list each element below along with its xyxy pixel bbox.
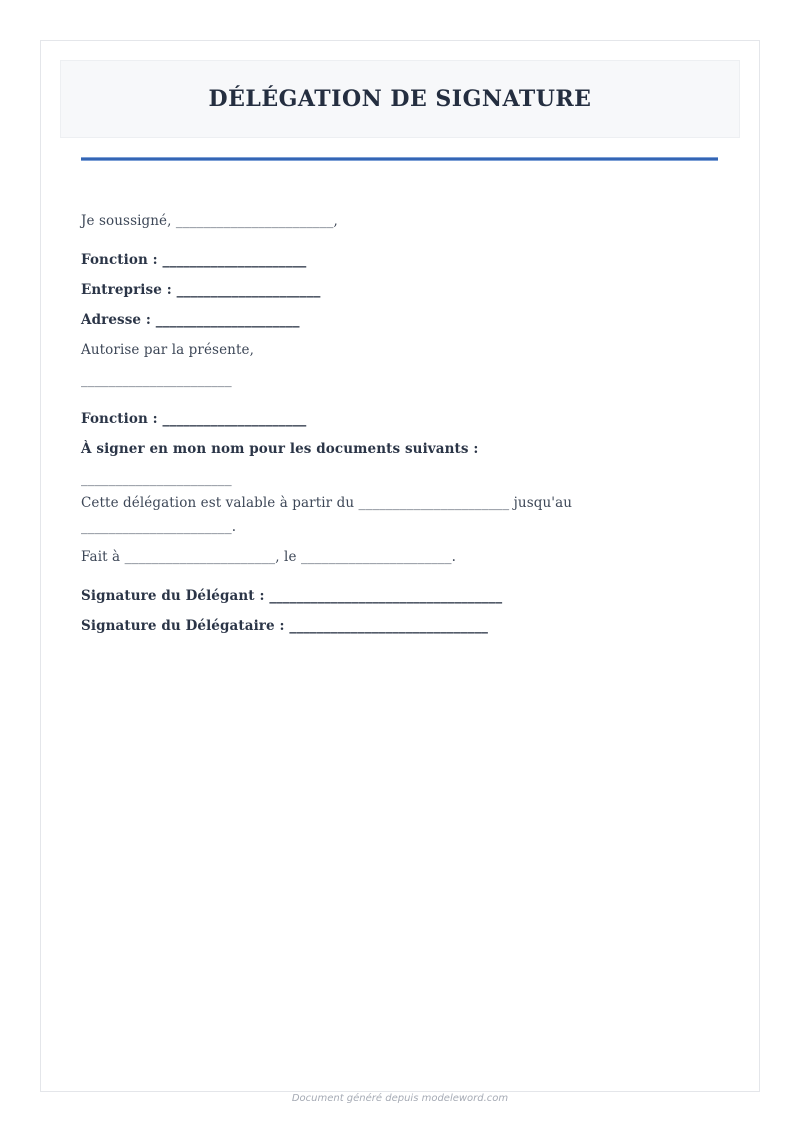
line-documents-intro: À signer en mon nom pour les documents suivants : (81, 441, 479, 457)
page-title: DÉLÉGATION DE SIGNATURE (208, 86, 592, 112)
title-box (60, 60, 740, 138)
line-signature-delegant: Signature du Délégant : __________________________________ (81, 588, 503, 604)
line-intro: Je soussigné, _______________________, (81, 213, 338, 229)
line-blank-documents: ______________________ (81, 471, 232, 487)
line-fait-a: Fait à ______________________, le ______________________. (81, 549, 457, 565)
line-signature-delegataire: Signature du Délégataire : _____________________________ (81, 618, 489, 634)
line-fonction-1: Fonction : _____________________ (81, 252, 307, 268)
generator-footer-note: Document généré depuis modeleword.com (291, 1093, 509, 1104)
line-validite-fin: ______________________. (81, 519, 237, 535)
line-adresse: Adresse : _____________________ (81, 312, 300, 328)
line-validite-debut: Cette délégation est valable à partir du ______________________ jusqu'au (81, 495, 573, 511)
page-card (40, 40, 760, 1092)
document-body (41, 161, 759, 636)
line-autorise: Autorise par la présente, (81, 342, 254, 358)
line-blank-delegataire: ______________________ (81, 372, 232, 388)
line-entreprise: Entreprise : _____________________ (81, 282, 321, 298)
line-fonction-2: Fonction : _____________________ (81, 411, 307, 427)
